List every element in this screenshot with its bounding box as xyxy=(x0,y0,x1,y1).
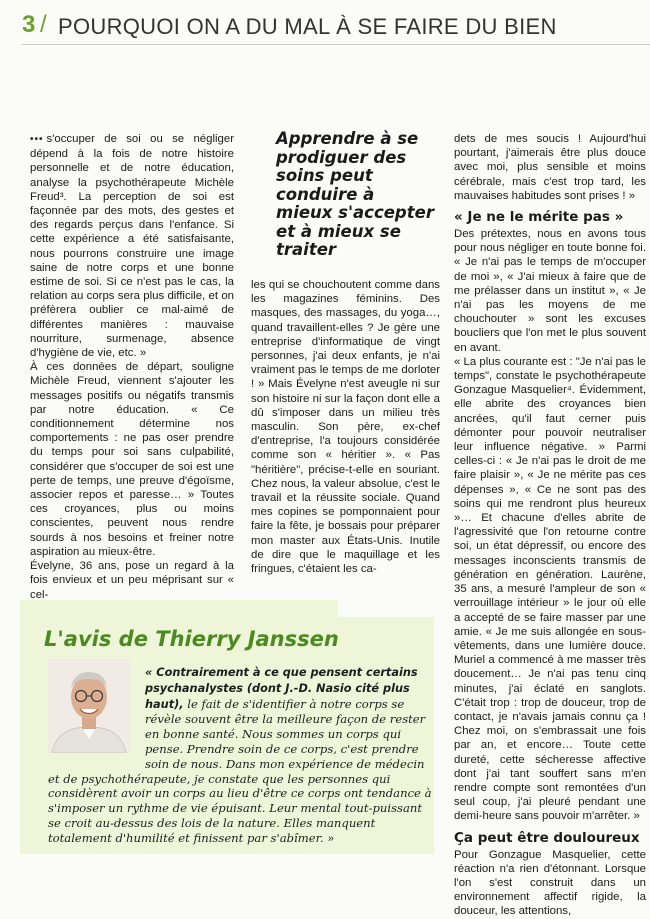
sidebar-box-quote xyxy=(48,665,432,846)
col3-intro: dets de mes soucis ! Aujourd'hui pourtant, j'aimerais être plus douce avec moi, plus sensible et moins cérébrale, mais c'est trop tard, les mauvaises habitudes sont prises ! » xyxy=(454,133,646,202)
quote-lead: « Contrairement à ce que pensent certains psychanalystes (dont J.-D. Nasio cité plus haut), xyxy=(145,666,418,711)
header-divider xyxy=(22,44,650,45)
sidebar-box-title: L'avis de Thierry Janssen xyxy=(44,627,339,651)
col1-paragraph-1-text: s'occuper de soi ou se négliger dépend à la fois de notre histoire personnelle et de notre éducation, analyse la psychothérapeute Michèle Freud³. La perception de soi est façonnée par des mots, des gestes et des regards perçus dans l'enfance. Si cette expérience a été satisfaisante, nous pourrons construire une image saine de notre corps et une bonne estime de soi. Si ce n'est pas le cas, la relation au corps sera plus difficile, et on préfèrera oublier ce mal-aimé de différentes manières : mauvaise nourriture, surmenage, absence d'hygiène de vie, etc. » xyxy=(30,133,234,360)
chapter-title: POURQUOI ON A DU MAL À SE FAIRE DU BIEN xyxy=(58,14,557,39)
page-header xyxy=(22,12,642,42)
article-column-1 xyxy=(30,132,234,602)
col3-paragraph-3: Pour Gonzague Masquelier, cette réaction n'a rien d'étonnant. Lorsque l'on s'est construit dans un environnement affectif rigide, la douceur, les attentions, xyxy=(454,848,646,918)
pull-quote: Apprendre à se prodiguer des soins peut conduire à mieux s'accepter et à mieux se traiter xyxy=(276,129,434,259)
col2-paragraph: les qui se chouchoutent comme dans les magazines féminins. Des masques, des massages, du yoga…, quand travaillent-elles ? Je gère une entreprise d'informatique de vingt personnes, j'ai deux enfants, je n'ai vraiment pas le temps de me dorloter ! » Mais Évelyne n'est aveugle ni sur son histoire ni sur la façon dont elle a dû s'imposer dans un milieu très masculin. Son père, ex-chef d'entreprise, l'a toujours considérée comme son « héritier ». « Pas "héritière", précise-t-elle en souriant. Chez nous, la valeur absolue, c'est le travail et la réussite sociale. Quand mes copines se pomponnaient pour faire la fête, je bossais pour préparer mon master aux États-Unis. Inutile de dire que le maquillage et les fringues, c'étaient les ca- xyxy=(251,279,440,576)
article-column-3 xyxy=(454,132,646,919)
chapter-separator: / xyxy=(40,11,47,38)
subheading-ca-peut-etre-douloureux: Ça peut être douloureux xyxy=(454,829,640,846)
quote-body: le fait de s'identifier à notre corps se révèle souvent être la meilleure façon de rester en bonne santé. Nous sommes un corps qui pense. Prendre soin de ce corps, c'est prendre soin de nous. Dans mon expérience de médecin et de psychothérapeute, je constate que les personnes qui considèrent avoir un corps au lieu d'être ce corps ont tendance à s'imposer un rythme de vie épuisant. Leur mental tout-puissant se croit au-dessus des lois de la nature. Elles manquent totalement d'humilité et finissent par s'abîmer. » xyxy=(48,696,432,845)
col1-paragraph-1 xyxy=(30,132,234,360)
chapter-number: 3 xyxy=(22,11,36,38)
continuation-bullets: ••• xyxy=(30,134,44,145)
subheading-je-ne-le-merite-pas: « Je ne le mérite pas » xyxy=(454,209,624,226)
col3-paragraph-2: « La plus courante est : "Je n'ai pas le temps", constate le psychothérapeute Gonzague Masquelier⁴. Évidemment, elle abrite des croyances bien ancrées, qu'il faut cerner puis démonter pour pouvoir neutraliser leur influence négative. » Parmi celles-ci : « Je n'ai pas le droit de me faire plaisir », « Je ne mérite pas ces dépenses », « Ce ne sont pas des soins qui me rendront plus heureux »… Et chacune d'elles abrite de l'agressivité que l'on retourne contre soi, un état dépressif, ou encore des messages inconscients transmis de génération en génération. Laurène, 35 ans, a mesuré l'ampleur de son « verrouillage intérieur » le jour où elle a accepté de se faire masser par une amie. « Je me suis allongée en sous-vêtements, dans une lumière douce. Muriel a commencé à me masser très doucement… Je n'ai pas tenu cinq minutes, j'ai éclaté en sanglots. C'était trop : trop de douceur, trop de contact, je n'avais jamais connu ça ! Chez moi, on s'embrassait une fois par an, et encore… Toute cette dureté, cette sécheresse affective dont j'ai tant souffert sans m'en rendre compte sont remontées d'un seul coup, j'ai pleuré pendant une demi-heure sans pouvoir m'arrêter. » xyxy=(454,355,646,823)
col3-paragraph-1: Des prétextes, nous en avons tous pour nous négliger en toute bonne foi. « Je n'ai pas le temps de m'occuper de moi », « J'ai mieux à faire que de me prélasser dans un institut », « Je n'ai pas les moyens de me chouchouter » sont les excuses boucliers que l'on met le plus souvent en avant. xyxy=(454,228,646,354)
article-column-2 xyxy=(251,278,440,576)
col1-paragraph-3: Évelyne, 36 ans, pose un regard à la fois envieux et un peu méprisant sur « cel- xyxy=(30,560,234,601)
col1-paragraph-2: À ces données de départ, souligne Michèle Freud, viennent s'ajouter les messages positifs ou négatifs transmis par notre éducation. « Ce conditionnement détermine nos comportements : ne pas oser prendre du temps pour soi sans culpabilité, considérer que s'occuper de soi est une perte de temps, une preuve d'égoïsme, associer repos et paresse… » Toutes ces croyances, plus ou moins conscientes, peuvent nous rendre sourds à nos besoins et freiner notre aspiration au mieux-être. xyxy=(30,361,234,558)
photo-spacer xyxy=(48,665,145,757)
